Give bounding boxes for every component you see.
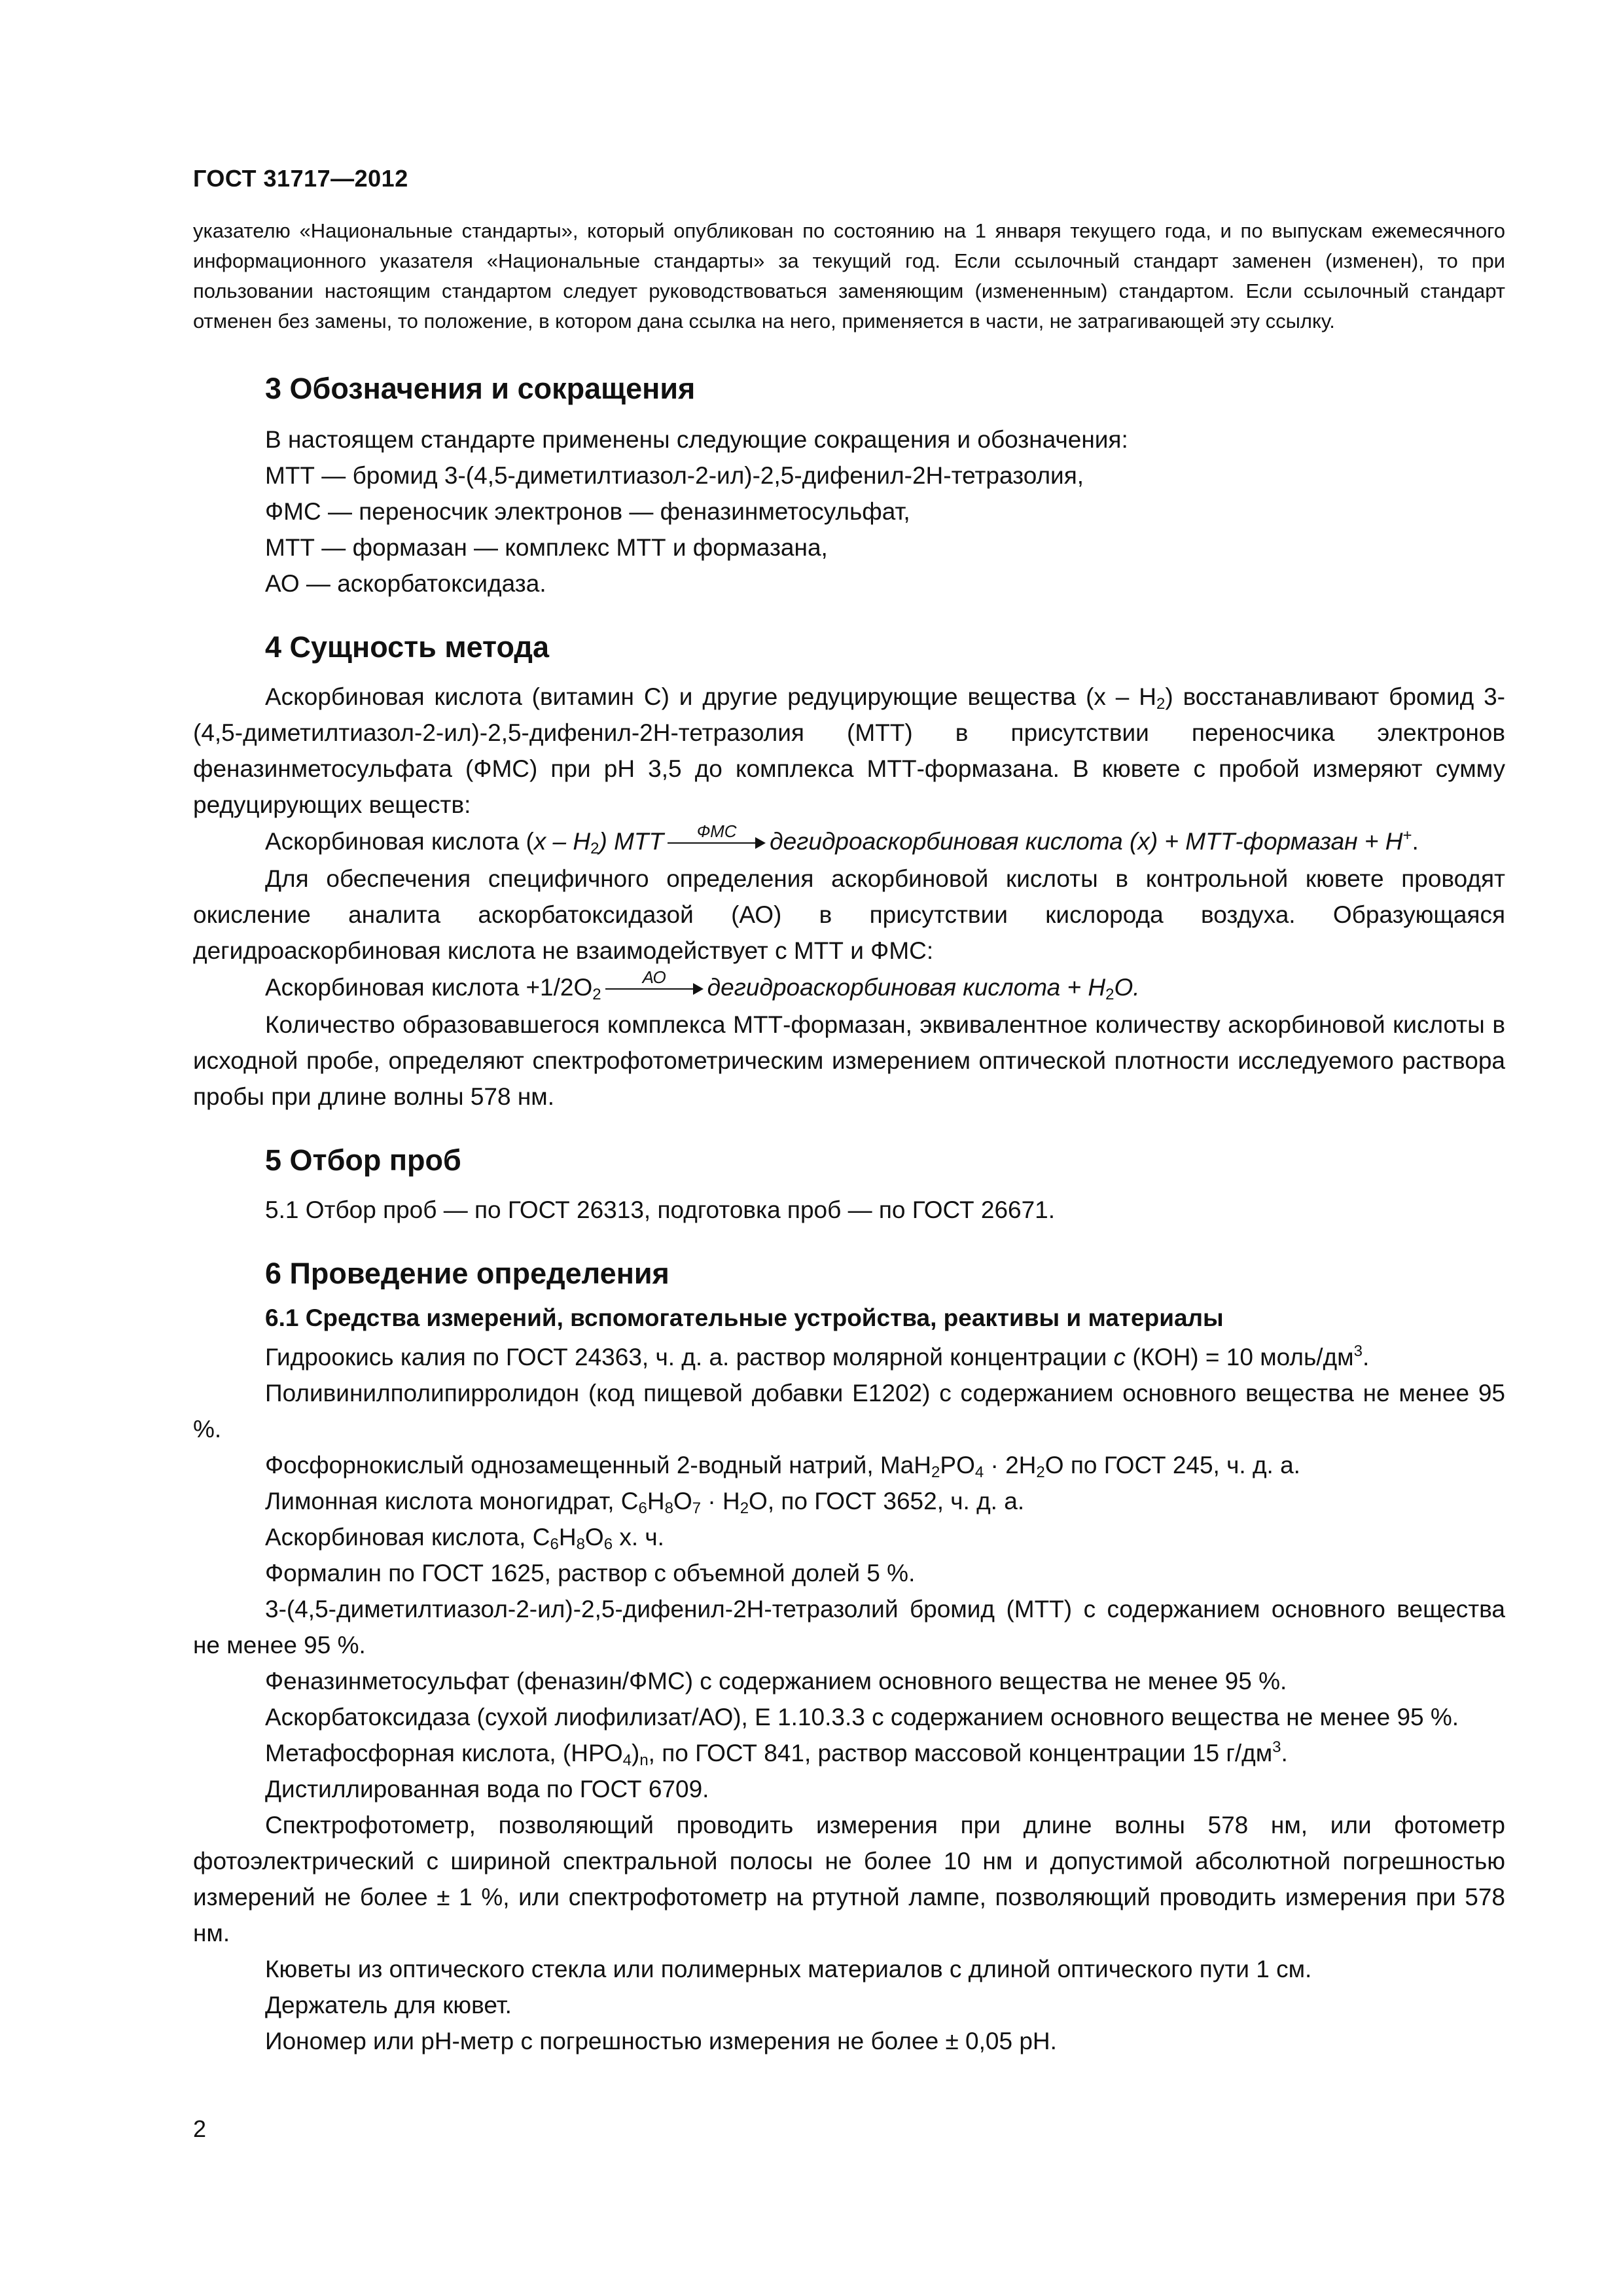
page-content [193, 216, 1505, 2059]
item-citric-acid: Лимонная кислота моногидрат, $C_6H_8O_7 \cdot H_2O$, по ГОСТ 3652, ч. д. а. [265, 1488, 1025, 1517]
section-3-line: АО — аскорбатоксидаза. [265, 570, 546, 597]
section-4-heading: 4 Сущность метода [265, 630, 549, 664]
equation-1: Аскорбиновая кислота $(x - H_2)$ МТТ ФМС дегидроаскорбиновая кислота (x) + МТТ-формазан + Н+. [265, 821, 1419, 857]
item-formalin: Формалин по ГОСТ 1625, раствор с объемной долей 5 %. [265, 1560, 916, 1587]
document-header: ГОСТ 31717—2012 [193, 165, 408, 192]
page-number: 2 [193, 2115, 207, 2142]
section-4-paragraph-1: Аскорбиновая кислота (витамин С) и другие редуцирующие вещества $(х - Н_2)$ восстанавливают бромид 3-(4,5-диметилтиазол-2-ил)-2,5-дифенил-2Н-тетразолия (МТТ) в присутствии переносчика электронов феназинметосульфата (ФМС) при рН 3,5 до комплекса МТТ-формазана. В кювете с пробой измеряют сумму редуцирующих веществ: [193, 683, 1505, 818]
item-distilled-water: Дистиллированная вода по ГОСТ 6709. [265, 1776, 709, 1803]
section-4-paragraph-2: Для обеспечения специфичного определения аскорбиновой кислоты в контрольной кювете проводят окисление аналита аскорбатоксидазой (АО) в присутствии кислорода воздуха. Образующаяся дегидроаскорбиновая кислота не взаимодействует с МТТ и ФМС: [193, 865, 1505, 964]
item-koh: Гидроокись калия по ГОСТ 24363, ч. д. а. раствор молярной концентрации с (КОН) = 10 моль/$дм^3$. [265, 1342, 1370, 1371]
section-6-heading: 6 Проведение определения [265, 1257, 669, 1290]
section-5-paragraph: 5.1 Отбор проб — по ГОСТ 26313, подготовка проб — по ГОСТ 26671. [265, 1196, 1056, 1223]
item-ascorbate-oxidase: Аскорбатоксидаза (сухой лиофилизат/АО), Е 1.10.3.3 с содержанием основного вещества не менее 95 %. [265, 1704, 1459, 1731]
section-4-paragraph-3: Количество образовавшегося комплекса МТТ-формазан, эквивалентное количеству аскорбиновой кислоты в исходной пробе, определяют спектрофотометрическим измерением оптической плотности исследуемого раствора пробы при длине волны 578 нм. [193, 1011, 1505, 1110]
item-spectrophotometer: Спектрофотометр, позволяющий проводить измерения при длине волны 578 нм, или фотометр фотоэлектрический с шириной спектральной полосы не более 10 нм и допустимой абсолютной погрешностью измерений не более ± 1 %, или спектрофотометр на ртутной лампе, позволяющий проводить измерения при 578 нм. [193, 1812, 1505, 1946]
item-cuvettes: Кюветы из оптического стекла или полимерных материалов с длиной оптического пути 1 см. [265, 1956, 1312, 1982]
item-metaphosphoric-acid: Метафосфорная кислота, $(НРО_4)_n$, по ГОСТ 841, раствор массовой концентрации 15 $г/дм^3$. [265, 1738, 1288, 1769]
intro-paragraph: указателю «Национальные стандарты», который опубликован по состоянию на 1 января текущего года, и по выпускам ежемесячного информационного указателя «Национальные стандарты» за текущий год. Если ссылочный стандарт заменен (изменен), то при пользовании настоящим стандартом следует руководствоваться заменяющим (измененным) стандартом. Если ссылочный стандарт отменен без замены, то положение, в котором дана ссылка на него, применяется в части, не затрагивающей эту ссылку. [193, 219, 1505, 332]
item-phosphate: Фосфорнокислый однозамещенный 2-водный натрий, $MaH_2PO_4 \cdot 2H_2O$ по ГОСТ 245, ч. д. а. [265, 1452, 1300, 1481]
section-3-line: В настоящем стандарте применены следующие сокращения и обозначения: [265, 426, 1128, 453]
item-cuvette-holder: Держатель для кювет. [265, 1992, 512, 2018]
item-ascorbic-acid: Аскорбиновая кислота, $C_6H_8O_6$ х. ч. [265, 1524, 664, 1553]
reaction-arrow: ФМС [668, 833, 766, 853]
item-fms: Феназинметосульфат (феназин/ФМС) с содержанием основного вещества не менее 95 %. [265, 1668, 1287, 1695]
section-5-heading: 5 Отбор проб [265, 1143, 461, 1177]
item-ionomer: Иономер или рН-метр с погрешностью измерения не более ± 0,05 рН. [265, 2028, 1057, 2054]
section-3-line: ФМС — переносчик электронов — феназинметосульфат, [265, 498, 910, 525]
reaction-arrow: АО [605, 979, 704, 999]
item-mtt: 3-(4,5-диметилтиазол-2-ил)-2,5-дифенил-2Н-тетразолий бромид (МТТ) с содержанием основного вещества не менее 95 %. [193, 1596, 1505, 1659]
section-3-heading: 3 Обозначения и сокращения [265, 372, 696, 405]
subsection-6-1-heading: 6.1 Средства измерений, вспомогательные устройства, реактивы и материалы [265, 1304, 1224, 1331]
equation-2: Аскорбиновая кислота $+1/2O_2$ АО дегидроаскорбиновая кислота + $H_2O$. [265, 967, 1140, 1003]
item-pvpp: Поливинилполипирролидон (код пищевой добавки Е1202) с содержанием основного вещества не менее 95 %. [193, 1380, 1505, 1443]
section-3-line: МТТ — бромид 3-(4,5-диметилтиазол-2-ил)-2,5-дифенил-2Н-тетразолия, [265, 462, 1084, 489]
section-3-line: МТТ — формазан — комплекс МТТ и формазана, [265, 534, 828, 561]
